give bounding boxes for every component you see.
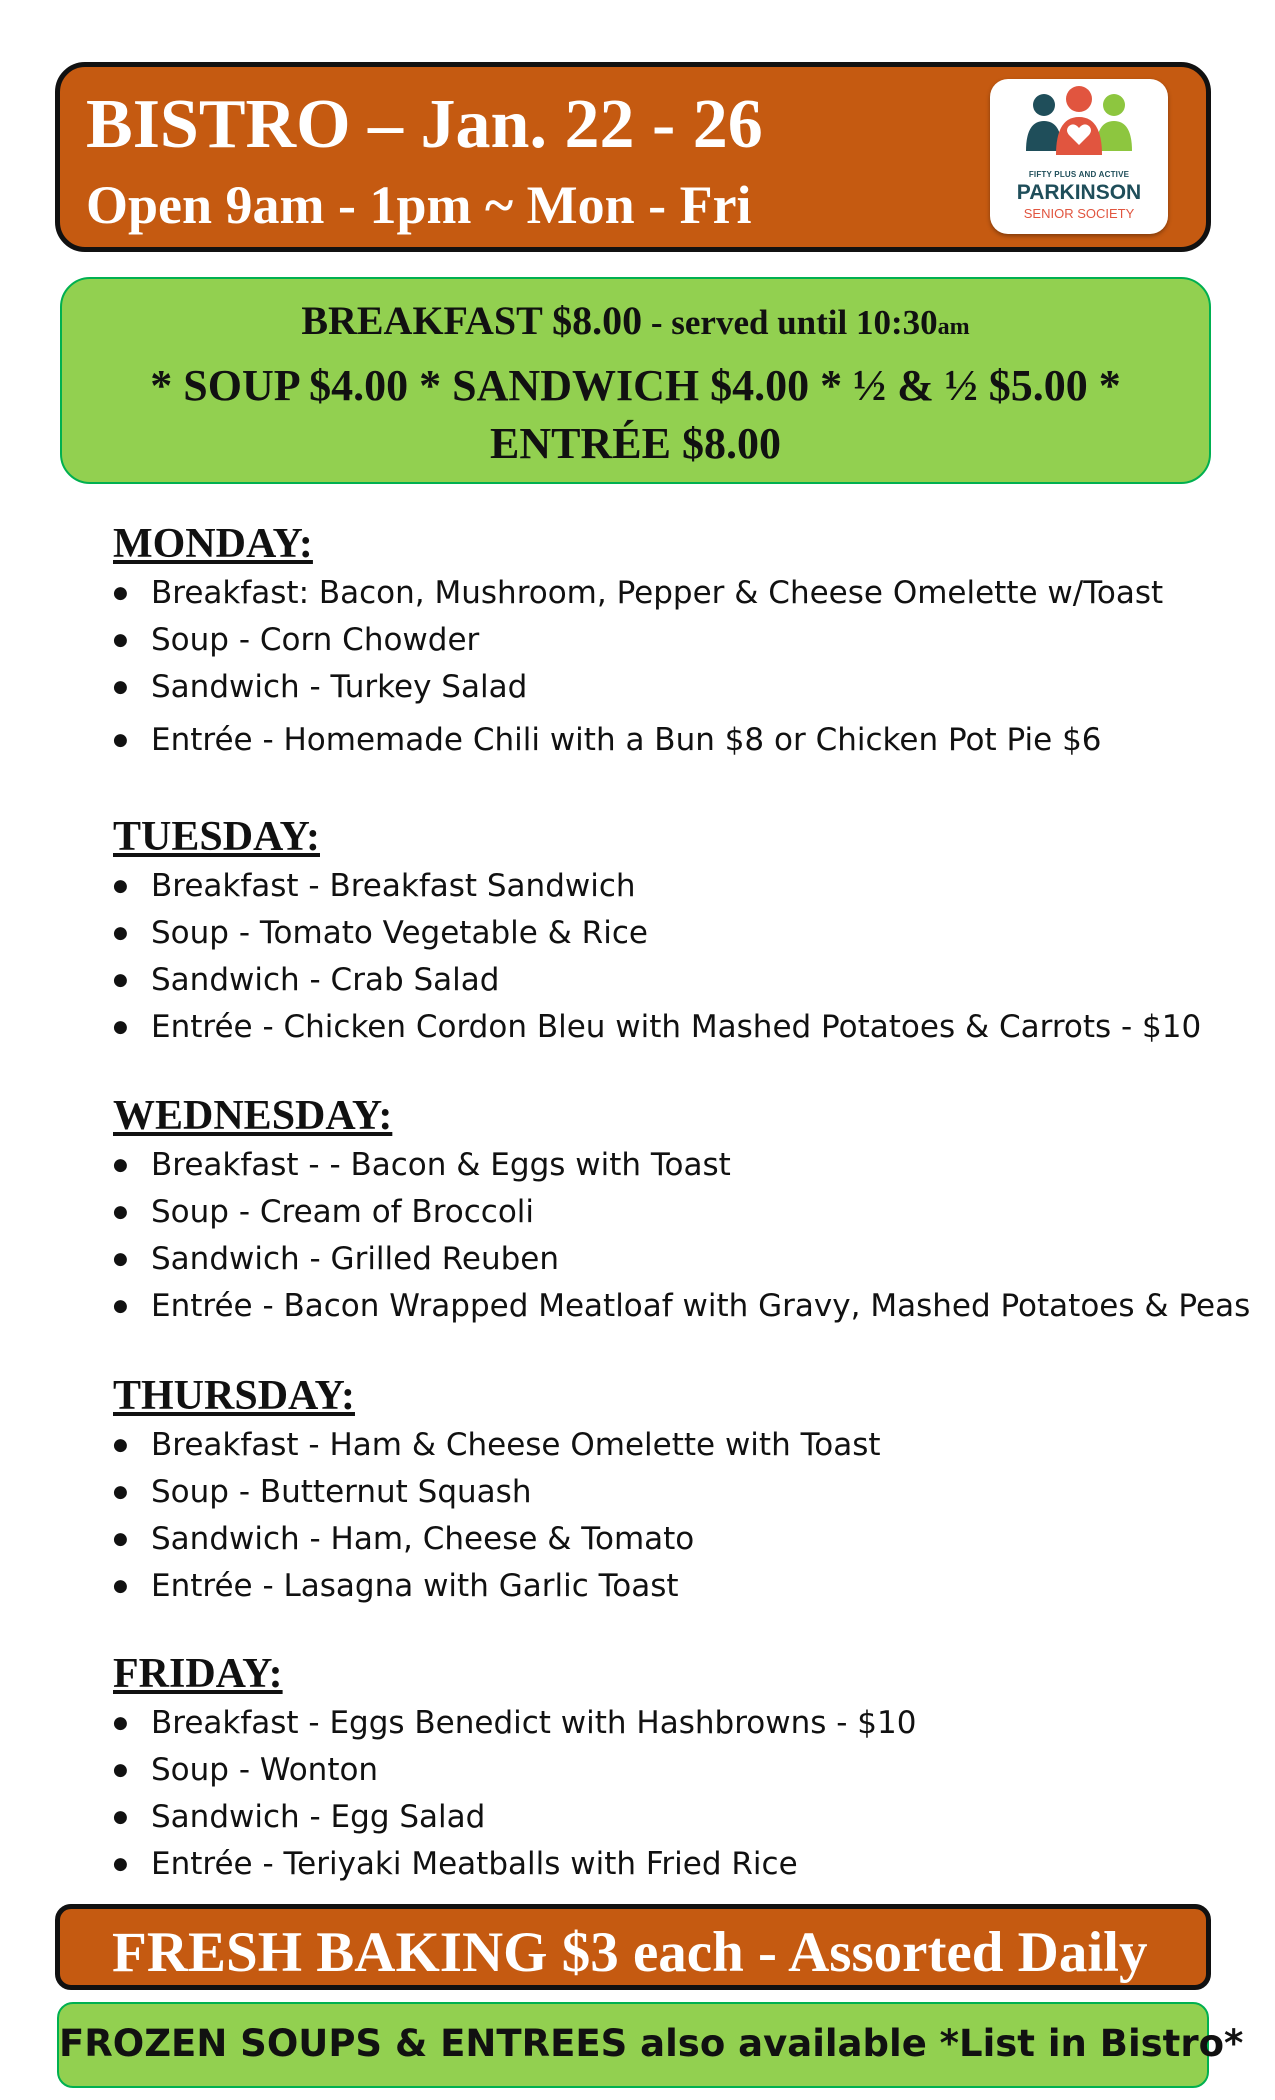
list-item: ● Entrée - Bacon Wrapped Meatloaf with Gravy, Mashed Potatoes & Peas xyxy=(113,1283,1213,1330)
list-item: ● Sandwich - Ham, Cheese & Tomato xyxy=(113,1516,1213,1563)
breakfast-price-line xyxy=(62,297,1209,351)
opening-hours: Open 9am - 1pm ~ Mon - Fri xyxy=(86,175,752,235)
menu-list xyxy=(113,863,1213,1051)
day-section-monday xyxy=(113,520,1213,764)
page-title: BISTRO – Jan. 22 - 26 xyxy=(86,86,763,163)
fresh-baking-text: FRESH BAKING $3 each - Assorted Daily xyxy=(112,1921,1148,1984)
breakfast-note-suffix: am xyxy=(937,314,970,340)
fresh-baking-banner xyxy=(55,1904,1211,1990)
frozen-items-text: FROZEN SOUPS & ENTREES also available *List in Bistro* xyxy=(59,2022,1244,2065)
list-item: ● Soup - Butternut Squash xyxy=(113,1469,1213,1516)
day-section-friday xyxy=(113,1650,1213,1888)
list-item: ● Entrée - Homemade Chili with a Bun $8 or Chicken Pot Pie $6 xyxy=(113,717,1213,764)
people-with-heart-logo-icon xyxy=(1020,85,1138,169)
list-item: ● Sandwich - Grilled Reuben xyxy=(113,1236,1213,1283)
day-heading: FRIDAY: xyxy=(113,1651,283,1697)
list-item: ● Breakfast - Ham & Cheese Omelette with Toast xyxy=(113,1422,1213,1469)
list-item: ● Sandwich - Crab Salad xyxy=(113,957,1213,1004)
list-item: ● Soup - Wonton xyxy=(113,1747,1213,1794)
day-heading: THURSDAY: xyxy=(113,1373,355,1419)
soup-sandwich-prices: * SOUP $4.00 * SANDWICH $4.00 * ½ & ½ $5.00 * xyxy=(150,361,1121,410)
parkinson-logo xyxy=(990,79,1168,234)
menu-list xyxy=(113,570,1213,764)
day-section-tuesday xyxy=(113,813,1213,1051)
menu-list xyxy=(113,1422,1213,1610)
price-banner xyxy=(60,277,1211,484)
list-item: ● Entrée - Chicken Cordon Bleu with Mashed Potatoes & Carrots - $10 xyxy=(113,1004,1213,1051)
logo-subtitle: SENIOR SOCIETY xyxy=(1023,206,1135,221)
menu-list xyxy=(113,1142,1251,1330)
entree-price: ENTRÉE $8.00 xyxy=(490,419,781,468)
logo-tagline: FIFTY PLUS AND ACTIVE xyxy=(1028,170,1130,179)
day-section-thursday xyxy=(113,1372,1213,1610)
list-item: ● Soup - Corn Chowder xyxy=(113,617,1213,664)
list-item: ● Breakfast - Breakfast Sandwich xyxy=(113,863,1213,910)
day-heading: MONDAY: xyxy=(113,521,313,567)
list-item: ● Breakfast - - Bacon & Eggs with Toast xyxy=(113,1142,1213,1189)
breakfast-price: BREAKFAST $8.00 xyxy=(301,298,643,343)
frozen-items-banner xyxy=(57,2002,1244,2088)
list-item: ● Soup - Tomato Vegetable & Rice xyxy=(113,910,1213,957)
list-item: ● Sandwich - Turkey Salad xyxy=(113,664,1213,711)
bistro-header xyxy=(55,62,1211,252)
day-heading: TUESDAY: xyxy=(113,814,320,860)
list-item: ● Entrée - Teriyaki Meatballs with Fried Rice xyxy=(113,1841,1213,1888)
list-item: ● Soup - Cream of Broccoli xyxy=(113,1189,1213,1236)
logo-name: PARKINSON xyxy=(1016,181,1142,204)
day-section-wednesday xyxy=(113,1092,1251,1330)
breakfast-note: - served until 10:30 xyxy=(642,303,938,342)
list-item: ● Sandwich - Egg Salad xyxy=(113,1794,1213,1841)
list-item: ● Entrée - Lasagna with Garlic Toast xyxy=(113,1563,1213,1610)
day-heading: WEDNESDAY: xyxy=(113,1093,393,1139)
list-item: ● Breakfast - Eggs Benedict with Hashbrowns - $10 xyxy=(113,1700,1213,1747)
menu-list xyxy=(113,1700,1213,1888)
list-item: ● Breakfast: Bacon, Mushroom, Pepper & Cheese Omelette w/Toast xyxy=(113,570,1213,617)
